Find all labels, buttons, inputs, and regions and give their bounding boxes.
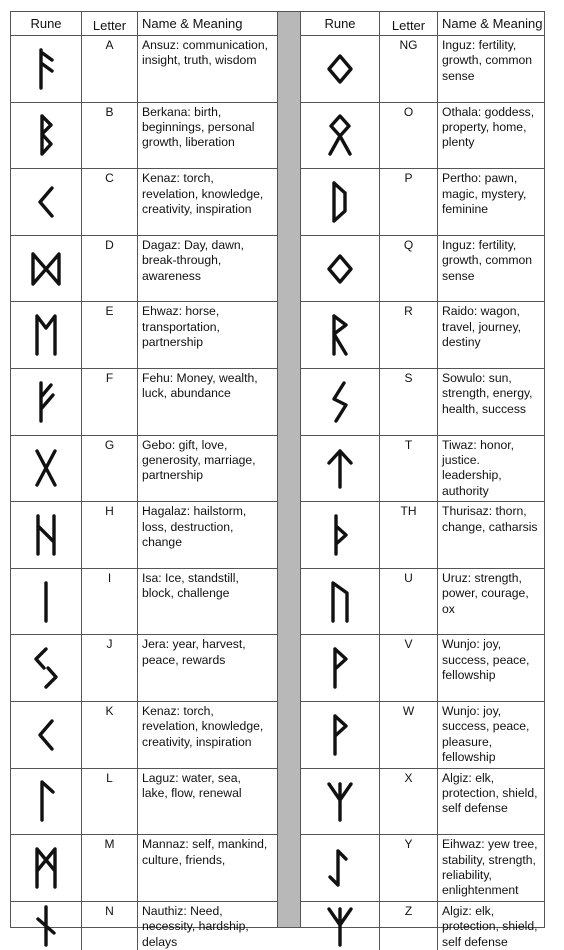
rune-cell (11, 302, 82, 368)
rune-cell (301, 635, 380, 701)
rune-cell (11, 635, 82, 701)
rune-cell (301, 236, 380, 302)
meaning-cell (138, 36, 277, 102)
meaning-cell (138, 236, 277, 302)
table-row (11, 369, 277, 436)
header-meaning: Name & Meaning (142, 16, 243, 31)
table-row (301, 103, 544, 170)
meaning-line: Tiwaz: honor, (442, 437, 515, 452)
meaning-line: Algiz: elk, (442, 770, 495, 785)
letter-cell: K (82, 702, 138, 768)
letter-cell: D (82, 236, 138, 302)
meaning-line: success, peace, (442, 652, 530, 667)
rune-cell (301, 502, 380, 568)
meaning-line: peace, rewards (142, 652, 226, 667)
meaning-line: Eihwaz: yew tree, (442, 837, 538, 852)
meaning-cell (138, 835, 277, 901)
meaning-line: Jera: year, harvest, (142, 637, 246, 652)
meaning-line: strength, energy, (442, 386, 533, 401)
table-row (301, 702, 544, 769)
meaning-line: delays (142, 934, 178, 949)
meaning-line: partnership (142, 468, 203, 483)
laguz-rune-icon (31, 778, 61, 824)
meaning-line: pleasure, (442, 734, 493, 749)
table-row (11, 835, 277, 902)
meaning-line: Wunjo: joy, (442, 703, 502, 718)
jera-rune-icon (31, 645, 61, 691)
meaning-cell (138, 369, 277, 435)
meaning-cell (138, 103, 277, 169)
meaning-line: health, success (442, 401, 527, 416)
letter-cell: U (380, 569, 438, 635)
meaning-line: sense (442, 68, 475, 83)
meaning-cell (438, 369, 544, 435)
meaning-line: property, home, (442, 120, 527, 134)
letter-cell: I (82, 569, 138, 635)
table-header (11, 12, 277, 36)
rune-cell (11, 902, 82, 950)
meaning-line: Nauthiz: Need, (142, 903, 223, 918)
meaning-line: necessity, hardship, (142, 919, 249, 934)
rune-cell (301, 436, 380, 502)
meaning-line: change, catharsis (442, 519, 538, 534)
table-divider (278, 11, 300, 928)
rune-cell (11, 835, 82, 901)
meaning-line: Inguz: fertility, (442, 38, 517, 52)
letter-cell: V (380, 635, 438, 701)
meaning-line: change (142, 534, 182, 549)
meaning-line: Pertho: pawn, (442, 171, 518, 186)
meaning-line: Wunjo: joy, (442, 637, 502, 652)
table-row (301, 169, 544, 236)
table-row (11, 103, 277, 170)
meaning-line: Dagaz: Day, dawn, (142, 237, 245, 252)
letter-cell: Q (380, 236, 438, 302)
letter-cell: M (82, 835, 138, 901)
meaning-line: stability, strength, (442, 852, 536, 867)
meaning-line: plenty (442, 135, 475, 150)
meaning-cell (438, 169, 544, 235)
rune-cell (301, 369, 380, 435)
meaning-cell (138, 502, 277, 568)
meaning-line: Berkana: birth, (142, 104, 222, 119)
meaning-cell (138, 702, 277, 768)
rune-cell (11, 369, 82, 435)
meaning-line: ox (442, 601, 455, 616)
rune-cell (11, 169, 82, 235)
meaning-line: insight, truth, wisdom (142, 53, 257, 68)
raido-rune-icon (325, 312, 355, 358)
fehu-rune-icon (31, 379, 61, 425)
table-row (301, 369, 544, 436)
tiwaz-rune-icon (325, 445, 355, 491)
rune-cell (301, 103, 380, 169)
meaning-line: loss, destruction, (142, 519, 234, 534)
rune-cell (11, 769, 82, 835)
meaning-line: Inguz: fertility, (442, 237, 517, 252)
table-row (301, 635, 544, 702)
meaning-cell (438, 36, 544, 102)
rune-cell (301, 569, 380, 635)
rune-cell (301, 169, 380, 235)
table-row (11, 902, 277, 950)
meaning-line: creativity, inspiration (142, 202, 252, 216)
table-row (301, 769, 544, 836)
meaning-cell (438, 302, 544, 368)
meaning-line: Fehu: Money, wealth, (142, 370, 258, 385)
meaning-cell (438, 702, 544, 768)
sowulo-rune-icon (325, 379, 355, 425)
uruz-rune-icon (325, 579, 355, 625)
meaning-cell (438, 502, 544, 568)
letter-cell: Y (380, 835, 438, 901)
kenaz-rune-icon (31, 179, 61, 225)
letter-cell: F (82, 369, 138, 435)
table-row (11, 635, 277, 702)
header-letter: Letter (380, 12, 438, 35)
meaning-line: travel, journey, (442, 319, 522, 334)
meaning-cell (438, 835, 544, 901)
table-row (11, 236, 277, 303)
meaning-line: feminine (442, 202, 489, 216)
table-row (301, 502, 544, 569)
meaning-line: culture, friends, (142, 852, 226, 867)
meaning-line: self defense (442, 801, 508, 816)
table-row (11, 436, 277, 503)
rune-cell (301, 36, 380, 102)
meaning-cell (438, 569, 544, 635)
table-header (301, 12, 544, 36)
rune-cell (11, 436, 82, 502)
pertho-rune-icon (325, 179, 355, 225)
meaning-cell (438, 236, 544, 302)
meaning-line: revelation, knowledge, (142, 719, 264, 734)
meaning-line: growth, common (442, 53, 533, 68)
isa-rune-icon (31, 579, 61, 625)
meaning-line: break-through, (142, 253, 222, 268)
ansuz-rune-icon (31, 46, 61, 92)
wunjo-rune-icon (325, 712, 355, 758)
header-meaning: Name & Meaning (442, 16, 543, 31)
inguz-rune-icon (325, 46, 355, 92)
letter-cell: Z (380, 902, 438, 950)
header-rune: Rune (11, 12, 82, 35)
meaning-line: enlightenment (442, 883, 519, 898)
meaning-line: Ansuz: communication, (142, 38, 268, 52)
ehwaz-rune-icon (31, 312, 61, 358)
table-row (301, 902, 544, 950)
rune-cell (301, 769, 380, 835)
meaning-line: partnership (142, 335, 203, 350)
letter-cell: B (82, 103, 138, 169)
meaning-line: fellowship (442, 750, 496, 765)
table-row (301, 569, 544, 636)
meaning-cell (138, 902, 277, 950)
rune-cell (301, 835, 380, 901)
table-row (11, 702, 277, 769)
table-row (301, 302, 544, 369)
meaning-line: Hagalaz: hailstorm, (142, 504, 247, 519)
meaning-cell (438, 902, 544, 950)
meaning-cell (438, 635, 544, 701)
letter-cell: L (82, 769, 138, 835)
meaning-cell (138, 569, 277, 635)
rune-cell (11, 702, 82, 768)
meaning-cell (438, 436, 544, 502)
meaning-line: justice. (442, 452, 480, 467)
header-rune: Rune (301, 12, 380, 35)
meaning-line: awareness (142, 268, 201, 283)
rune-cell (11, 236, 82, 302)
meaning-line: Algiz: elk, (442, 903, 495, 918)
meaning-line: beginnings, personal (142, 120, 255, 134)
meaning-line: growth, liberation (142, 135, 235, 150)
meaning-line: creativity, inspiration (142, 734, 252, 749)
meaning-line: protection, shield, (442, 919, 538, 934)
meaning-line: Othala: goddess, (442, 104, 535, 119)
algiz-rune-icon (325, 903, 355, 949)
meaning-line: Kenaz: torch, (142, 703, 214, 718)
letter-cell: C (82, 169, 138, 235)
othala-rune-icon (325, 112, 355, 158)
meaning-line: authority (442, 483, 489, 498)
berkana-rune-icon (31, 112, 61, 158)
letter-cell: E (82, 302, 138, 368)
meaning-line: Thurisaz: thorn, (442, 504, 527, 519)
table-row (11, 502, 277, 569)
meaning-line: protection, shield, (442, 785, 538, 800)
meaning-line: sense (442, 268, 475, 283)
rune-table-left (10, 11, 278, 949)
meaning-line: leadership, (442, 468, 502, 483)
letter-cell: T (380, 436, 438, 502)
rune-cell (301, 302, 380, 368)
meaning-line: fellowship (442, 668, 496, 683)
nauthiz-rune-icon (31, 903, 61, 949)
letter-cell: J (82, 635, 138, 701)
rune-cell (11, 569, 82, 635)
mannaz-rune-icon (31, 845, 61, 891)
table-row (301, 236, 544, 303)
meaning-line: Uruz: strength, (442, 570, 522, 585)
meaning-line: power, courage, (442, 586, 529, 601)
meaning-line: Mannaz: self, mankind, (142, 837, 268, 852)
wunjo-rune-icon (325, 645, 355, 691)
header-letter: Letter (82, 12, 138, 35)
meaning-line: Laguz: water, sea, (142, 770, 241, 785)
letter-cell: W (380, 702, 438, 768)
meaning-line: Kenaz: torch, (142, 171, 214, 186)
meaning-line: reliability, (442, 867, 492, 882)
table-row (11, 569, 277, 636)
gebo-rune-icon (31, 445, 61, 491)
letter-cell: N (82, 902, 138, 950)
meaning-line: revelation, knowledge, (142, 186, 264, 201)
meaning-line: generosity, marriage, (142, 452, 256, 467)
meaning-line: luck, abundance (142, 386, 231, 401)
inguz-rune-icon (325, 246, 355, 292)
meaning-cell (438, 769, 544, 835)
table-row (301, 36, 544, 103)
meaning-line: success, peace, (442, 719, 530, 734)
rune-cell (301, 902, 380, 950)
letter-cell: NG (380, 36, 438, 102)
rune-cell (11, 502, 82, 568)
meaning-line: magic, mystery, (442, 186, 527, 201)
letter-cell: G (82, 436, 138, 502)
meaning-cell (138, 169, 277, 235)
table-row (11, 769, 277, 836)
rune-table-right (300, 11, 545, 949)
meaning-line: transportation, (142, 319, 220, 334)
meaning-cell (138, 769, 277, 835)
meaning-line: destiny (442, 335, 481, 350)
kenaz-rune-icon (31, 712, 61, 758)
meaning-line: Raido: wagon, (442, 304, 520, 319)
meaning-line: Sowulo: sun, (442, 370, 512, 385)
meaning-cell (138, 436, 277, 502)
letter-cell: S (380, 369, 438, 435)
meaning-cell (138, 635, 277, 701)
meaning-cell (138, 302, 277, 368)
meaning-line: lake, flow, renewal (142, 785, 242, 800)
meaning-line: growth, common (442, 253, 533, 268)
letter-cell: P (380, 169, 438, 235)
letter-cell: X (380, 769, 438, 835)
rune-cell (11, 36, 82, 102)
rune-cell (301, 702, 380, 768)
meaning-line: self defense (442, 934, 508, 949)
letter-cell: R (380, 302, 438, 368)
table-row (11, 169, 277, 236)
letter-cell: H (82, 502, 138, 568)
hagalaz-rune-icon (31, 512, 61, 558)
table-row (301, 835, 544, 902)
meaning-line: Ehwaz: horse, (142, 304, 220, 319)
table-row (11, 302, 277, 369)
letter-cell: A (82, 36, 138, 102)
eihwaz-rune-icon (325, 845, 355, 891)
thurisaz-rune-icon (325, 512, 355, 558)
meaning-cell (438, 103, 544, 169)
letter-cell: TH (380, 502, 438, 568)
dagaz-rune-icon (31, 246, 61, 292)
table-row (11, 36, 277, 103)
meaning-line: Isa: Ice, standstill, (142, 570, 239, 585)
algiz-rune-icon (325, 778, 355, 824)
meaning-line: Gebo: gift, love, (142, 437, 228, 452)
rune-cell (11, 103, 82, 169)
letter-cell: O (380, 103, 438, 169)
table-row (301, 436, 544, 503)
meaning-line: block, challenge (142, 586, 230, 601)
